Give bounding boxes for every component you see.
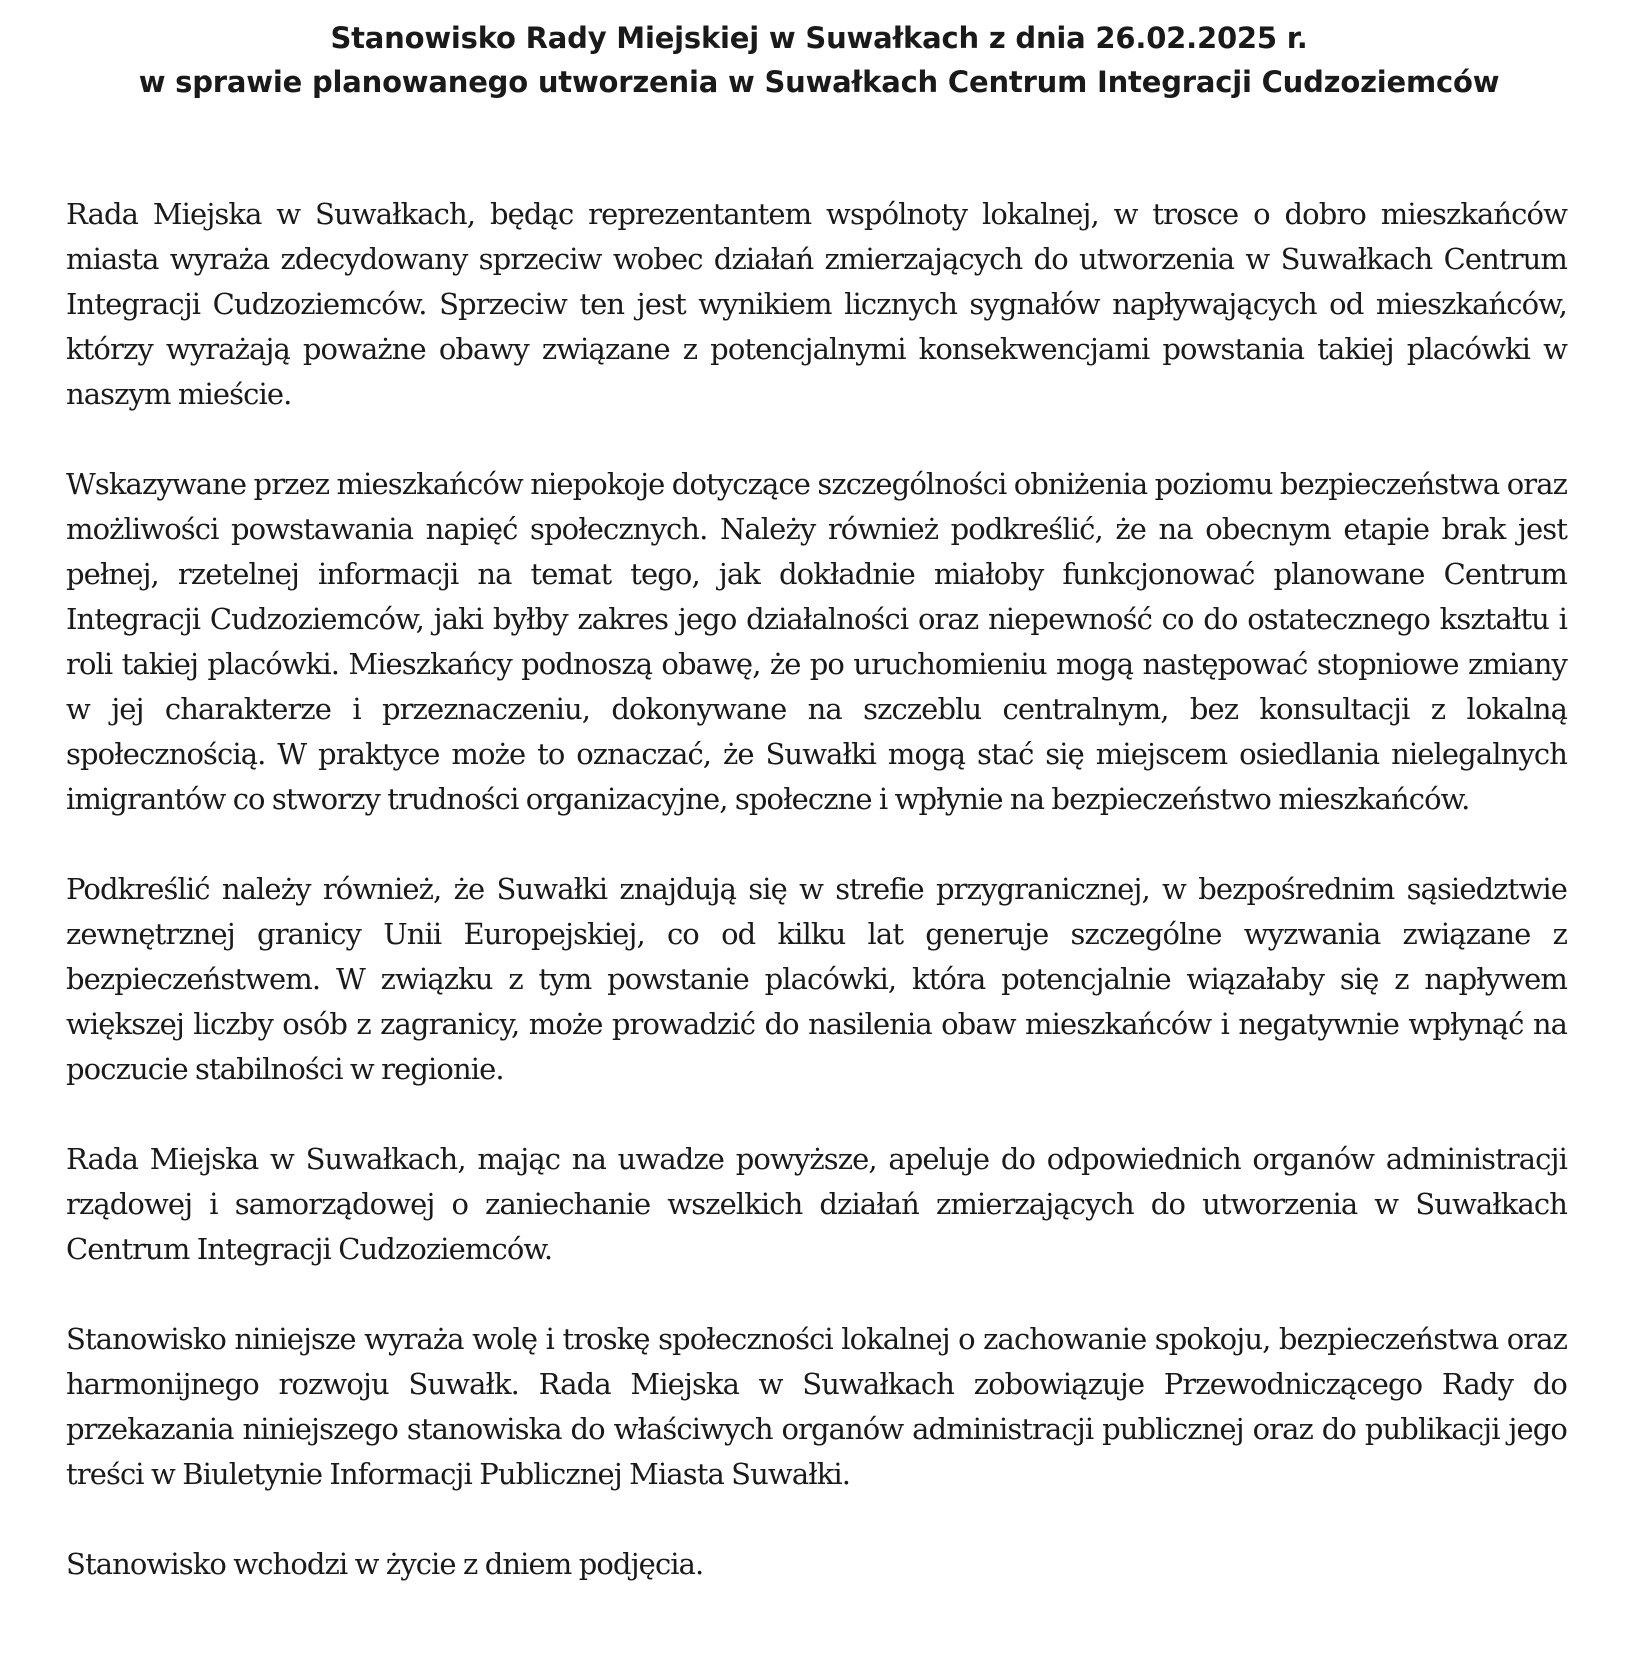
- title-line-1: Stanowisko Rady Miejskiej w Suwałkach z dnia 26.02.2025 r.: [330, 21, 1308, 55]
- paragraph-2: Wskazywane przez mieszkańców niepokoje dotyczące szczególności obniżenia poziomu bezpieczeństwa oraz możliwości powstawania napięć społecznych. Należy również podkreślić, że na obecnym etapie brak jest pełnej, rzetelnej informacji na temat tego, jak dokładnie miałoby funkcjonować planowane Centrum Integracji Cudzoziemców, jaki byłby zakres jego działalności oraz niepewność co do ostatecznego kształtu i roli takiej placówki. Mieszkańcy podnoszą obawę, że po uruchomieniu mogą następować stopniowe zmiany w jej charakterze i przeznaczeniu, dokonywane na szczeblu centralnym, bez konsultacji z lokalną społecznością. W praktyce może to oznaczać, że Suwałki mogą stać się miejscem osiedlania nielegalnych imigrantów co stworzy trudności organizacyjne, społeczne i wpłynie na bezpieczeństwo mieszkańców.: [66, 467, 1567, 816]
- paragraph-5: Stanowisko niniejsze wyraża wolę i troskę społeczności lokalnej o zachowanie spokoju, bezpieczeństwa oraz harmonijnego rozwoju Suwałk. Rada Miejska w Suwałkach zobowiązuje Przewodniczącego Rady do przekazania niniejszego stanowiska do właściwych organów administracji publicznej oraz do publikacji jego treści w Biuletynie Informacji Publicznej Miasta Suwałki.: [66, 1322, 1567, 1491]
- title-line-2: w sprawie planowanego utworzenia w Suwałkach Centrum Integracji Cudzoziemców: [138, 65, 1500, 99]
- paragraph-1: Rada Miejska w Suwałkach, będąc reprezentantem wspólnoty lokalnej, w trosce o dobro mieszkańców miasta wyraża zdecydowany sprzeciw wobec działań zmierzających do utworzenia w Suwałkach Centrum Integracji Cudzoziemców. Sprzeciw ten jest wynikiem licznych sygnałów napływających od mieszkańców, którzy wyrażają poważne obawy związane z potencjalnymi konsekwencjami powstania takiej placówki w naszym mieście.: [66, 197, 1567, 411]
- paragraph-3: Podkreślić należy również, że Suwałki znajdują się w strefie przygranicznej, w bezpośrednim sąsiedztwie zewnętrznej granicy Unii Europejskiej, co od kilku lat generuje szczególne wyzwania związane z bezpieczeństwem. W związku z tym powstanie placówki, która potencjalnie wiązałaby się z napływem większej liczby osób z zagranicy, może prowadzić do nasilenia obaw mieszkańców i negatywnie wpłynąć na poczucie stabilności w regionie.: [66, 872, 1567, 1086]
- document-body: [66, 192, 1567, 1587]
- paragraph-6: Stanowisko wchodzi w życie z dniem podjęcia.: [66, 1547, 704, 1581]
- document-title: [0, 16, 1638, 104]
- paragraph-4: Rada Miejska w Suwałkach, mając na uwadze powyższe, apeluje do odpowiednich organów administracji rządowej i samorządowej o zaniechanie wszelkich działań zmierzających do utworzenia w Suwałkach Centrum Integracji Cudzoziemców.: [66, 1142, 1567, 1266]
